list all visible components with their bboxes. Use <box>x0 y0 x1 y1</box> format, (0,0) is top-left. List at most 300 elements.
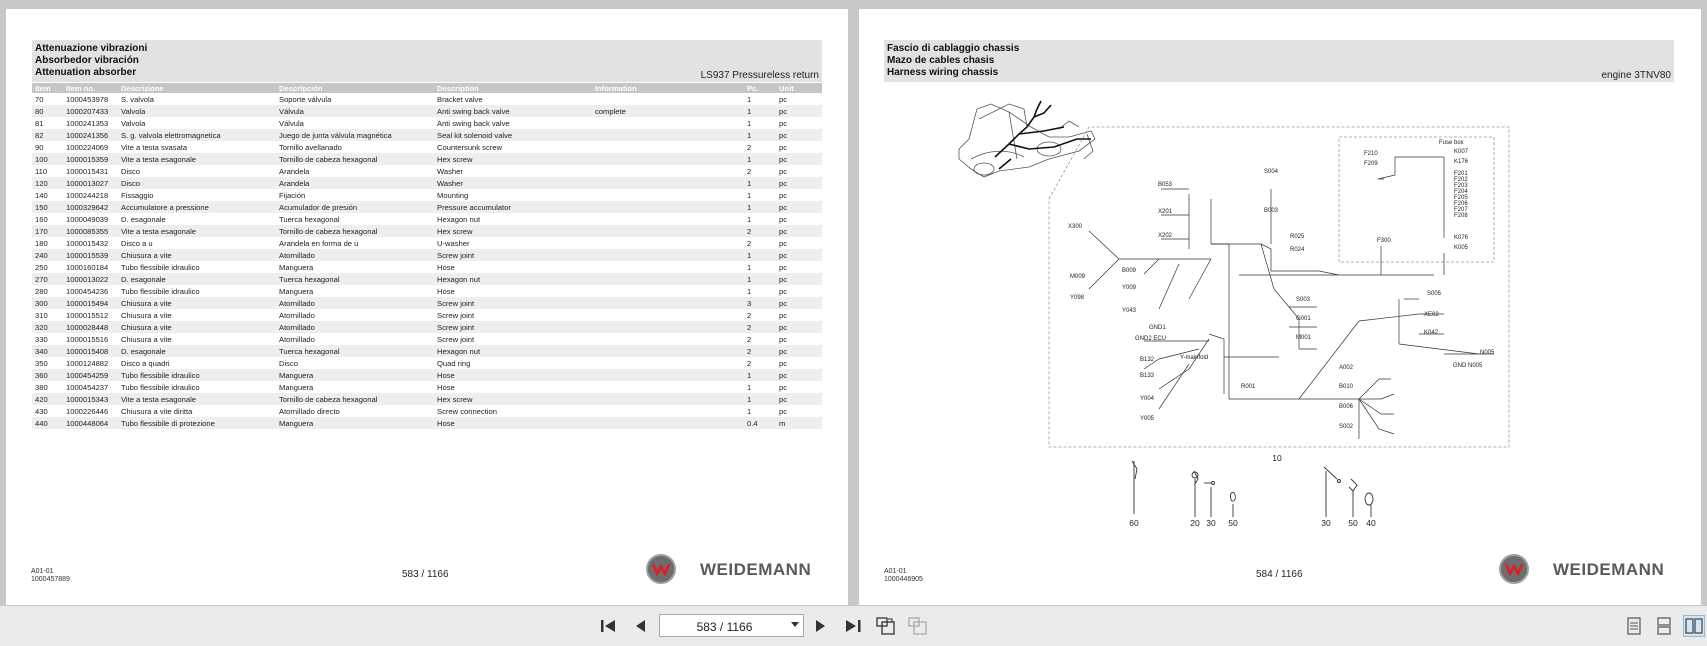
table-cell: 110 <box>35 166 48 176</box>
fuse-label: F300 <box>1377 238 1391 244</box>
title-english: Harness wiring chassis <box>887 67 999 78</box>
table-cell: 2 <box>744 345 776 357</box>
table-cell: Hex screw <box>434 153 592 165</box>
table-cell: 1 <box>747 286 752 296</box>
table-cell: Valvola <box>121 118 146 128</box>
table-cell: Hexagon nut <box>434 345 592 357</box>
table-cell: 1000207433 <box>63 105 118 117</box>
table-cell <box>592 93 744 105</box>
fuse-label: F206 <box>1454 201 1468 207</box>
table-cell: 2 <box>747 334 752 344</box>
table-cell: 1000124882 <box>66 358 109 368</box>
table-cell: m <box>776 417 822 429</box>
table-cell: Tubo flessibile idraulico <box>121 382 200 392</box>
fuse-label: K076 <box>1454 235 1469 241</box>
table-cell: 300 <box>32 297 63 309</box>
table-cell: S. valvola <box>121 94 154 104</box>
fuse-label: F205 <box>1454 195 1468 201</box>
connector-label: M001 <box>1296 335 1312 341</box>
left-page <box>6 9 848 605</box>
table-cell <box>592 165 744 177</box>
table-cell: 280 <box>35 286 48 296</box>
table-cell: pc <box>779 118 788 128</box>
table-cell: 1000224069 <box>66 142 109 152</box>
table-cell <box>592 225 744 237</box>
fit-icon[interactable] <box>908 616 928 636</box>
connector-label: R025 <box>1290 234 1305 240</box>
table-cell: Tornillo avellanado <box>279 142 342 152</box>
callout-number: 20 <box>1190 518 1200 528</box>
table-cell: 1000454236 <box>66 286 109 296</box>
table-cell: 140 <box>35 190 48 200</box>
connector-label: GND1 <box>1149 325 1166 331</box>
table-cell: 120 <box>32 177 63 189</box>
table-cell <box>592 357 744 369</box>
table-cell: Hexagon nut <box>437 214 481 224</box>
table-cell: 1000241356 <box>63 129 118 141</box>
wiring-diagram <box>859 9 1701 549</box>
connector-label: B006 <box>1339 404 1354 410</box>
fuse-label: F203 <box>1454 183 1468 189</box>
table-cell: 1 <box>744 249 776 261</box>
table-cell: Hose <box>437 262 455 272</box>
table-cell: 1 <box>744 369 776 381</box>
table-cell: 81 <box>35 118 44 128</box>
column-header: Descrizione <box>118 83 276 93</box>
connector-label: A002 <box>1339 365 1354 371</box>
table-cell: 1000454237 <box>66 382 109 392</box>
table-row <box>32 285 822 297</box>
table-row <box>32 405 822 417</box>
parts-callouts-art <box>1132 461 1373 517</box>
table-cell: pc <box>779 190 788 200</box>
table-cell: Vite a testa esagonale <box>118 225 276 237</box>
fuse-label: F204 <box>1454 189 1468 195</box>
table-cell: 1 <box>747 382 752 392</box>
table-cell: 1 <box>747 190 752 200</box>
connector-label: GND N005 <box>1453 363 1483 369</box>
table-row <box>32 321 822 333</box>
table-row <box>32 297 822 309</box>
table-cell: Juego de junta válvula magnética <box>276 129 434 141</box>
table-cell: 1000049039 <box>66 214 109 224</box>
table-row <box>32 357 822 369</box>
table-cell <box>592 261 744 273</box>
left-page-header <box>32 40 822 82</box>
table-cell: Tubo flessibile idraulico <box>121 262 200 272</box>
table-cell: pc <box>776 345 822 357</box>
table-cell: Disco a u <box>121 238 153 248</box>
table-cell: Tornillo de cabeza hexagonal <box>276 393 434 405</box>
table-cell <box>592 237 744 249</box>
table-cell: Manguera <box>276 417 434 429</box>
table-cell: pc <box>776 273 822 285</box>
column-header: Item <box>32 83 63 93</box>
table-cell: 340 <box>32 345 63 357</box>
connector-label: Y005 <box>1140 416 1155 422</box>
table-cell: Washer <box>434 177 592 189</box>
table-cell: Washer <box>437 166 463 176</box>
page-number-field[interactable] <box>659 614 804 637</box>
table-cell: 1000244218 <box>66 190 109 200</box>
table-cell: Manguera <box>279 382 314 392</box>
viewer-toolbar <box>0 606 1707 646</box>
table-cell: pc <box>779 142 788 152</box>
column-header: Pc. <box>744 83 776 93</box>
doc-code <box>31 568 70 584</box>
table-cell: Screw joint <box>437 334 475 344</box>
table-cell: 1000015512 <box>66 310 109 320</box>
table-cell <box>592 381 744 393</box>
table-row <box>32 273 822 285</box>
connector-label: B010 <box>1339 384 1354 390</box>
brand-name: WEIDEMANN <box>1553 560 1665 579</box>
table-cell: pc <box>776 105 822 117</box>
connector-label: B132 <box>1140 357 1155 363</box>
previous-page-icon[interactable] <box>630 616 650 636</box>
table-cell: 1 <box>744 129 776 141</box>
table-cell: Vite a testa esagonale <box>118 393 276 405</box>
first-page-icon[interactable] <box>599 616 619 636</box>
table-cell <box>592 309 744 321</box>
table-row <box>32 237 822 249</box>
table-cell <box>592 321 744 333</box>
table-cell: Mounting <box>437 190 469 200</box>
connector-label: S005 <box>1427 291 1442 297</box>
next-page-icon[interactable] <box>811 616 831 636</box>
table-cell: pc <box>776 249 822 261</box>
table-row <box>32 177 822 189</box>
callout-number: 10 <box>1272 453 1282 463</box>
table-cell: Vite a testa esagonale <box>118 153 276 165</box>
weidemann-logo <box>1499 553 1679 589</box>
connector-label: R001 <box>1241 384 1256 390</box>
table-cell: Screw joint <box>434 249 592 261</box>
table-row <box>32 333 822 345</box>
table-cell: Hex screw <box>434 393 592 405</box>
table-row <box>32 393 822 405</box>
table-cell: pc <box>779 286 788 296</box>
table-cell: Manguera <box>276 369 434 381</box>
table-cell: Disco <box>121 166 140 176</box>
table-cell: pc <box>776 177 822 189</box>
table-cell: 1 <box>747 214 752 224</box>
continuous-view-icon[interactable] <box>1654 616 1674 636</box>
table-cell: 420 <box>32 393 63 405</box>
table-cell: Manguera <box>279 262 314 272</box>
table-cell: Pressure accumulator <box>434 201 592 213</box>
table-cell: pc <box>779 262 788 272</box>
table-cell: pc <box>776 321 822 333</box>
column-header: Description <box>434 83 592 93</box>
table-cell: 150 <box>32 201 63 213</box>
connector-label: X300 <box>1068 224 1083 230</box>
table-cell: pc <box>779 406 788 416</box>
callout-number: 60 <box>1129 518 1139 528</box>
table-cell <box>592 369 744 381</box>
table-cell: 2 <box>747 310 752 320</box>
table-cell: 1000015432 <box>66 238 109 248</box>
fuse-box-outline <box>1339 137 1494 262</box>
table-cell: Anti swing back valve <box>434 105 592 117</box>
connector-label: Y-mainfold <box>1180 355 1209 361</box>
table-cell: pc <box>779 166 788 176</box>
page-subtitle: LS937 Pressureless return <box>700 70 819 81</box>
table-cell: Hose <box>437 286 455 296</box>
table-cell: 1000028448 <box>63 321 118 333</box>
fuse-label: K005 <box>1454 245 1469 251</box>
title-english: Attenuation absorber <box>35 67 137 78</box>
table-cell: Screw connection <box>437 406 497 416</box>
table-cell: Soporte válvula <box>279 94 332 104</box>
table-cell: Fijación <box>279 190 306 200</box>
fuse-label: K176 <box>1454 159 1469 165</box>
table-cell: 1000013022 <box>63 273 118 285</box>
table-cell: 1000226446 <box>66 406 109 416</box>
table-cell <box>592 393 744 405</box>
connector-label: B003 <box>1264 208 1279 214</box>
table-cell: Hex screw <box>434 225 592 237</box>
table-cell: Bracket valve <box>437 94 483 104</box>
table-cell: Manguera <box>279 286 314 296</box>
title-spanish: Mazo de cables chasis <box>887 55 995 66</box>
rotate-icon[interactable] <box>876 616 896 636</box>
table-cell: Atornillado directo <box>279 406 340 416</box>
doc-code-text: A01-01 <box>31 568 54 575</box>
connector-label: N005 <box>1480 350 1495 356</box>
table-cell: Tuerca hexagonal <box>276 345 434 357</box>
callout-number: 40 <box>1366 518 1376 528</box>
title-italian: Attenuazione vibrazioni <box>35 43 148 54</box>
table-cell: pc <box>776 393 822 405</box>
table-cell: 1000085355 <box>63 225 118 237</box>
table-cell: pc <box>779 334 788 344</box>
table-cell: Valvola <box>118 105 276 117</box>
table-row <box>32 189 822 201</box>
page-number: 583 / 1166 <box>402 569 449 580</box>
table-row <box>32 165 822 177</box>
table-row <box>32 141 822 153</box>
table-cell: 360 <box>32 369 63 381</box>
table-header <box>32 83 822 93</box>
table-cell: Disco <box>118 177 276 189</box>
table-cell: 320 <box>32 321 63 333</box>
table-cell: 1000015539 <box>63 249 118 261</box>
table-row <box>32 105 822 117</box>
right-page <box>859 9 1701 605</box>
callout-number: 50 <box>1348 518 1358 528</box>
table-cell: 1 <box>744 105 776 117</box>
table-cell <box>592 273 744 285</box>
table-cell: 1000454259 <box>63 369 118 381</box>
table-cell: 1000448064 <box>63 417 118 429</box>
table-cell: 1 <box>744 153 776 165</box>
table-cell: 1000015408 <box>63 345 118 357</box>
table-row <box>32 213 822 225</box>
connector-label: M009 <box>1070 274 1086 280</box>
callout-number: 30 <box>1321 518 1331 528</box>
column-header: Unit <box>776 83 822 93</box>
table-cell: Chiusura a vite <box>118 297 276 309</box>
two-page-view-icon[interactable] <box>1684 616 1704 636</box>
fuse-label: F209 <box>1364 161 1378 167</box>
table-cell: pc <box>776 297 822 309</box>
connector-label: G001 <box>1296 316 1311 322</box>
table-cell: pc <box>779 382 788 392</box>
table-cell: Fissaggio <box>121 190 154 200</box>
connector-label: X202 <box>1158 233 1173 239</box>
table-cell: Vite a testa svasata <box>121 142 188 152</box>
table-cell: Screw joint <box>437 310 475 320</box>
doc-code <box>884 568 923 584</box>
table-cell: Chiusura a vite <box>118 321 276 333</box>
table-cell: Atornillado <box>279 310 315 320</box>
table-cell: Hose <box>434 369 592 381</box>
table-cell: Quad ring <box>437 358 471 368</box>
table-cell: S. g. valvola elettromagnetica <box>118 129 276 141</box>
parts-table <box>32 83 822 429</box>
table-cell: Atornillado <box>276 297 434 309</box>
connector-label: S003 <box>1296 297 1311 303</box>
table-cell: Atornillado <box>276 249 434 261</box>
table-cell: Disco <box>279 358 298 368</box>
connector-label: GND2 ECU <box>1135 336 1167 342</box>
table-cell <box>592 285 744 297</box>
connector-label: B053 <box>1158 182 1173 188</box>
table-cell: Válvula <box>279 118 304 128</box>
column-header: Information <box>592 83 744 93</box>
table-cell: 310 <box>35 310 48 320</box>
table-cell: 1 <box>747 118 752 128</box>
doc-code-text: A01-01 <box>884 568 907 575</box>
last-page-icon[interactable] <box>843 616 863 636</box>
table-cell: Chiusura a vite diritta <box>121 406 193 416</box>
table-cell: complete <box>592 105 744 117</box>
title-spanish: Absorbedor vibración <box>35 55 139 66</box>
table-cell: pc <box>776 369 822 381</box>
table-row <box>32 225 822 237</box>
table-cell: 1000160184 <box>66 262 109 272</box>
table-cell: Arandela en forma de u <box>279 238 359 248</box>
table-cell: 160 <box>35 214 48 224</box>
table-cell: 2 <box>744 225 776 237</box>
table-cell: 270 <box>32 273 63 285</box>
page-number-input[interactable] <box>660 615 789 638</box>
table-row <box>32 345 822 357</box>
table-cell: 80 <box>32 105 63 117</box>
table-cell <box>592 129 744 141</box>
table-row <box>32 153 822 165</box>
table-cell: 1000015431 <box>66 166 109 176</box>
table-cell: Tubo flessibile di protezione <box>118 417 276 429</box>
table-row <box>32 261 822 273</box>
table-cell: Tuerca hexagonal <box>276 273 434 285</box>
weidemann-logo <box>646 553 826 589</box>
table-cell: 1 <box>747 94 752 104</box>
table-cell: Screw joint <box>434 321 592 333</box>
table-cell: 430 <box>35 406 48 416</box>
table-cell: 330 <box>35 334 48 344</box>
table-cell: Screw joint <box>434 297 592 309</box>
page-subtitle: engine 3TNV80 <box>1601 70 1671 81</box>
connector-label: Y098 <box>1070 295 1085 301</box>
table-cell <box>592 297 744 309</box>
table-row <box>32 417 822 429</box>
connector-label: B009 <box>1122 268 1137 274</box>
table-cell: 1 <box>744 273 776 285</box>
table-cell: Atornillado <box>276 321 434 333</box>
table-cell: 170 <box>32 225 63 237</box>
table-cell: Accumulatore a pressione <box>118 201 276 213</box>
table-cell: U-washer <box>437 238 470 248</box>
table-cell <box>592 333 744 345</box>
table-cell: pc <box>779 358 788 368</box>
table-cell: Tuerca hexagonal <box>279 214 340 224</box>
table-cell: Tornillo de cabeza hexagonal <box>276 153 434 165</box>
table-cell: 1 <box>744 177 776 189</box>
table-cell <box>592 213 744 225</box>
table-cell <box>592 201 744 213</box>
doc-number-text: 1000457889 <box>31 576 70 583</box>
table-cell: 180 <box>35 238 48 248</box>
fuse-label: K007 <box>1454 149 1469 155</box>
table-row <box>32 249 822 261</box>
table-cell: pc <box>779 310 788 320</box>
connector-label: X201 <box>1158 209 1173 215</box>
table-cell: 1000015494 <box>63 297 118 309</box>
table-cell: Chiusura a vite <box>118 249 276 261</box>
table-cell: 1000453978 <box>66 94 109 104</box>
connector-label: S004 <box>1264 169 1279 175</box>
title-italian: Fascio di cablaggio chassis <box>887 43 1020 54</box>
table-cell: 2 <box>747 166 752 176</box>
table-cell: Atornillado <box>279 334 315 344</box>
table-cell: 1 <box>744 201 776 213</box>
table-cell: Tubo flessibile idraulico <box>121 286 200 296</box>
fuse-label: F201 <box>1454 171 1468 177</box>
single-page-view-icon[interactable] <box>1624 616 1644 636</box>
table-cell: 2 <box>747 358 752 368</box>
table-cell: 1000329642 <box>63 201 118 213</box>
table-cell: Chiusura a vite <box>121 334 172 344</box>
table-cell: 0.4 <box>744 417 776 429</box>
chevron-down-icon[interactable] <box>791 622 799 628</box>
table-row <box>32 201 822 213</box>
callout-number: 30 <box>1206 518 1216 528</box>
table-cell: pc <box>779 238 788 248</box>
table-cell: 100 <box>32 153 63 165</box>
logo-emblem-icon <box>646 554 676 584</box>
table-cell: 350 <box>35 358 48 368</box>
table-cell <box>592 249 744 261</box>
table-cell: 90 <box>35 142 44 152</box>
table-cell: 2 <box>744 321 776 333</box>
table-cell: pc <box>776 153 822 165</box>
table-row <box>32 369 822 381</box>
connector-label: Y043 <box>1122 308 1137 314</box>
table-cell: 3 <box>744 297 776 309</box>
table-cell: 240 <box>32 249 63 261</box>
table-cell: Hose <box>437 382 455 392</box>
table-cell <box>592 177 744 189</box>
fuse-box-label: Fuse box <box>1439 140 1464 146</box>
column-header: Item no. <box>63 83 118 93</box>
connector-label: Y004 <box>1140 396 1155 402</box>
table-cell: Disco a quadri <box>121 358 170 368</box>
callout-number: 50 <box>1228 518 1238 528</box>
table-cell: pc <box>776 129 822 141</box>
fuse-label: F207 <box>1454 207 1468 213</box>
